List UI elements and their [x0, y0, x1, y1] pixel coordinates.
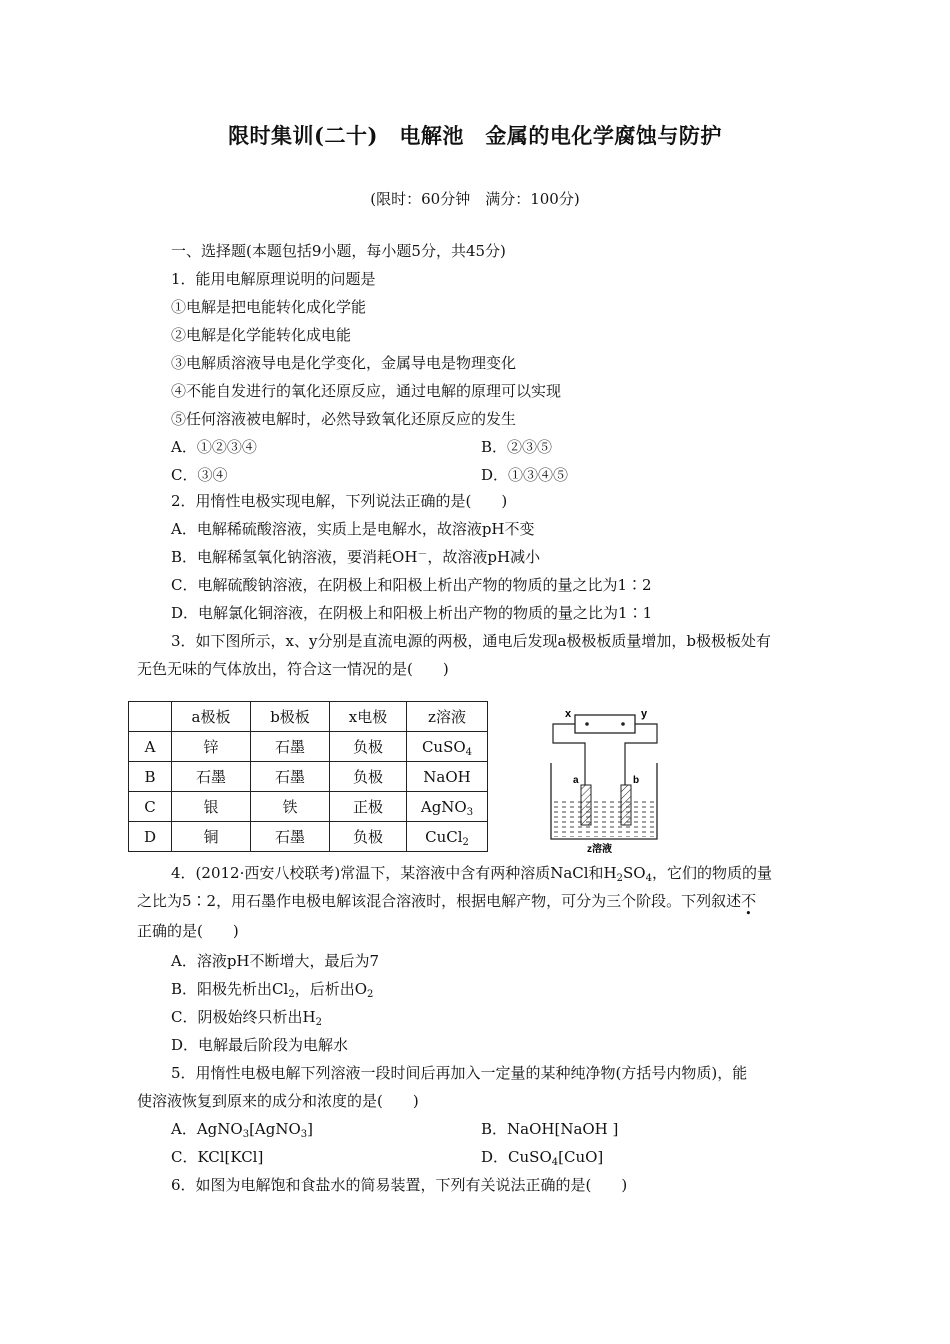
q2-option-c: C．电解硫酸钠溶液，在阴极上和阳极上析出产物的物质的量之比为1∶2: [171, 576, 652, 594]
q2-option-a: A．电解稀硫酸溶液，实质上是电解水，故溶液pH不变: [171, 520, 535, 538]
q4-c-sub: 2: [315, 1017, 322, 1028]
q4-sub-1: 2: [616, 873, 623, 884]
terminal-dot-x: [585, 722, 589, 726]
table-cell: 石墨: [251, 762, 330, 792]
solution-fill: [551, 801, 657, 837]
q4-c-pre: C．阴极始终只析出H: [171, 1008, 316, 1026]
table-header-cell: a极板: [172, 702, 251, 732]
q2-option-b-sup: －: [417, 549, 428, 560]
q4-option-b: [171, 979, 373, 999]
label-x: x: [565, 708, 572, 720]
diagram-caption: z溶液: [587, 844, 612, 855]
q4-b-pre: B．阳极先析出Cl: [171, 980, 289, 998]
electrode-b: [621, 785, 631, 825]
q5-a-post: ]: [307, 1120, 314, 1138]
table-header-cell: b极板: [251, 702, 330, 732]
table-cell: 铁: [251, 792, 330, 822]
q4-b-sub1: 2: [288, 989, 295, 1000]
q4-b-sub2: 2: [367, 989, 374, 1000]
table-cell: A: [129, 732, 172, 762]
q4-line-2: [137, 891, 756, 911]
q5-option-a: [171, 1119, 313, 1139]
table-row: [129, 822, 488, 852]
table-cell: 铜: [172, 822, 251, 852]
page-title: 限时集训(二十) 电解池 金属的电化学腐蚀与防护: [228, 123, 722, 148]
q4-line-1-pre: 4．(2012·西安八校联考)常温下，某溶液中含有两种溶质NaCl和H: [171, 864, 617, 882]
table-cell: B: [129, 762, 172, 792]
q4-line-3: 正确的是( ): [137, 922, 239, 940]
table-cell: 锌: [172, 732, 251, 762]
q1-item-3: ③电解质溶液导电是化学变化，金属导电是物理变化: [171, 354, 517, 372]
page-subtitle: (限时：60分钟 满分：100分): [370, 190, 580, 208]
table-cell: [407, 792, 488, 822]
q5-option-d: [481, 1147, 603, 1167]
formula-main: AgNO: [420, 797, 467, 816]
label-a: a: [573, 775, 579, 786]
q1-item-4: ④不能自发进行的氧化还原反应，通过电解的原理可以实现: [171, 382, 562, 400]
formula-main: CuSO: [421, 737, 466, 756]
table-cell: C: [129, 792, 172, 822]
table-cell: 银: [172, 792, 251, 822]
q2-option-b: [171, 547, 540, 567]
q2-option-b-pre: B．电解稀氢氧化钠溶液，要消耗OH: [171, 548, 418, 566]
q5-d-pre: D．CuSO: [481, 1148, 552, 1166]
q1-item-5: ⑤任何溶液被电解时，必然导致氧化还原反应的发生: [171, 410, 517, 428]
table-header-cell: [129, 702, 172, 732]
q4-emphasis-not: 不: [741, 892, 757, 910]
table-cell: 石墨: [172, 762, 251, 792]
table-row: [129, 732, 488, 762]
table-cell: [407, 822, 488, 852]
table-cell: 负极: [330, 762, 407, 792]
q3-line-2: 无色无味的气体放出，符合这一情况的是( ): [137, 660, 449, 678]
table-cell: [407, 732, 488, 762]
electrode-a: [581, 785, 591, 825]
table-cell: 石墨: [251, 732, 330, 762]
q1-option-c: C．③④: [171, 466, 228, 484]
q4-option-d: D．电解最后阶段为电解水: [171, 1036, 349, 1054]
q1-stem: 1．能用电解原理说明的问题是: [171, 270, 376, 288]
table-header-cell: x电极: [330, 702, 407, 732]
table-cell: 石墨: [251, 822, 330, 852]
q4-line-1-mid: SO: [623, 864, 646, 882]
q1-option-d: D．①③④⑤: [481, 466, 569, 484]
q5-line-2: 使溶液恢复到原来的成分和浓度的是( ): [137, 1092, 419, 1110]
table-cell: 负极: [330, 732, 407, 762]
q2-stem: 2．用惰性电极实现电解，下列说法正确的是( ): [171, 492, 508, 510]
table-row: [129, 792, 488, 822]
q5-d-post: [CuO]: [558, 1148, 604, 1166]
q4-line-2-pre: 之比为5∶2，用石墨作电极电解该混合溶液时，根据电解产物，可分为三个阶段。下列叙述: [137, 892, 742, 910]
q4-b-mid: ，后析出O: [294, 980, 367, 998]
q1-option-a: A．①②③④: [171, 438, 257, 456]
q5-a-sub2: 3: [300, 1129, 308, 1140]
q5-option-b: B．NaOH[NaOH ]: [481, 1120, 619, 1138]
q4-line-1: [171, 863, 772, 883]
label-y: y: [641, 708, 648, 720]
formula-sub: 4: [465, 746, 473, 758]
q3-line-1: 3．如下图所示，x、y分别是直流电源的两极，通电后发现a极极板质量增加，b极极板处有: [171, 632, 772, 650]
formula-sub: 3: [466, 806, 474, 818]
q4-option-c: [171, 1007, 322, 1027]
table-row: [129, 762, 488, 792]
q6-stem: 6．如图为电解饱和食盐水的简易装置，下列有关说法正确的是( ): [171, 1176, 628, 1194]
power-source-box: [575, 715, 635, 733]
formula-sub: 2: [462, 836, 469, 848]
table-cell: 正极: [330, 792, 407, 822]
q5-option-c: C．KCl[KCl]: [171, 1148, 264, 1166]
section-heading: 一、选择题(本题包括9小题，每小题5分，共45分): [171, 242, 506, 260]
q4-line-1-post: ，它们的物质的量: [651, 864, 772, 882]
q1-item-2: ②电解是化学能转化成电能: [171, 326, 352, 344]
table-cell: 负极: [330, 822, 407, 852]
terminal-dot-y: [621, 722, 625, 726]
q2-option-b-post: ，故溶液pH减小: [427, 548, 541, 566]
q3-options-table: [128, 701, 488, 852]
q5-line-1: 5．用惰性电极电解下列溶液一段时间后再加入一定量的某种纯净物(方括号内物质)，能: [171, 1064, 748, 1082]
label-b: b: [633, 775, 640, 786]
q2-option-d: D．电解氯化铜溶液，在阴极上和阳极上析出产物的物质的量之比为1∶1: [171, 604, 653, 622]
table-cell: NaOH: [407, 762, 488, 792]
q4-sub-2: 4: [645, 873, 652, 884]
table-header-cell: z溶液: [407, 702, 488, 732]
q5-a-sub1: 3: [242, 1129, 250, 1140]
q5-a-mid: [AgNO: [249, 1120, 301, 1138]
q1-option-b: B．②③⑤: [481, 438, 553, 456]
formula-main: CuCl: [425, 827, 463, 846]
q4-option-a: A．溶液pH不断增大，最后为7: [171, 952, 380, 970]
q5-d-sub: 4: [551, 1157, 559, 1168]
electrolysis-cell-diagram: [545, 705, 685, 855]
q1-item-1: ①电解是把电能转化成化学能: [171, 298, 367, 316]
table-header-row: [129, 702, 488, 732]
table-cell: D: [129, 822, 172, 852]
q5-a-pre: A．AgNO: [171, 1120, 243, 1138]
